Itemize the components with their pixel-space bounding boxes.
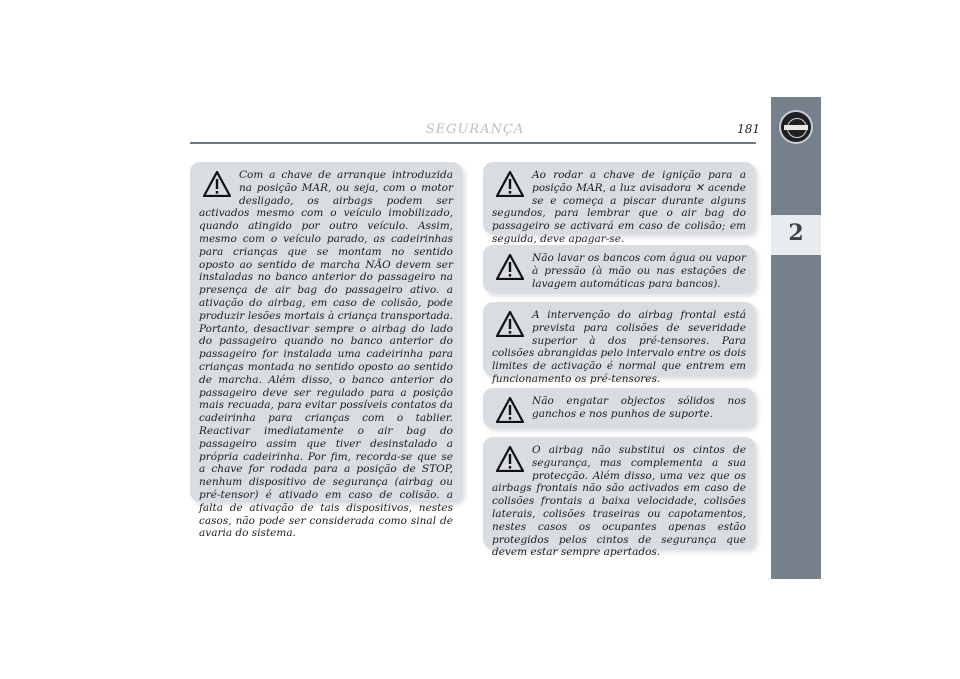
warning-box-seat-belts xyxy=(483,437,755,559)
warning-box-warning-light xyxy=(483,162,755,245)
warning-text: O airbag não substitui os cintos de segurança, mas complementa a sua protecção. Além disso, uma vez que os airbags frontais não são activados em caso de colisões frontais a baixa velocidade, colisões laterais, colisões traseiras ou capotamentos, nestes casos os ocupantes apenas estão protegidos pelos cintos de segurança que devem estar sempre apertados. xyxy=(492,444,746,559)
warning-text: Com a chave de arranque introduzida na posição MAR, ou seja, com o motor desligado, os airbags podem ser activados mesmo com o veículo imobilizado, quando atingido por outro veículo. Assim, mesmo com o veículo parado, as cadeirinhas para crianças que se montam no sentido oposto ao sentido de marcha NÃO devem ser instaladas no banco anterior do passageiro na presença de air bag do passageiro ativo. a ativação do airbag, em caso de colisão, pode produzir lesões mortais à criança transportada. Portanto, desactivar sempre o airbag do lado do passageiro quando no banco anterior do passageiro for instalada uma cadeirinha para crianças montada no sentido oposto ao sentido de marcha. Além disso, o banco anterior do passageiro deve ser regulado para a posição mais recuada, para evitar possíveis contatos da cadeirinha para crianças com o tablier. Reactivar imediatamente o air bag do passageiro assim que tiver desinstalado a própria cadeirinha. Por fim, recorda-se que se a chave for rodada para a posição de STOP, nenhum dispositivo de segurança (airbag ou pré-tensor) é ativado em caso de colisão. a falta de ativação de tais dispositivos, nestes casos, não pode ser considerada como sinal de avaria do sistema. xyxy=(199,169,453,540)
section-title: SEGURANÇA xyxy=(425,122,525,137)
warning-text: Não engatar objectos sólidos nos ganchos e nos punhos de suporte. xyxy=(532,395,746,420)
page-number: 181 xyxy=(737,122,760,136)
warning-triangle-icon xyxy=(496,397,524,423)
warning-triangle-icon xyxy=(203,171,231,197)
chapter-sidebar xyxy=(771,97,821,579)
warning-box-washing xyxy=(483,245,755,293)
warning-triangle-icon xyxy=(496,446,524,472)
warning-triangle-icon xyxy=(496,311,524,337)
warning-text: Não lavar os bancos com água ou vapor à pressão (à mão ou nas estações de lavagem automáticas para bancos). xyxy=(532,252,746,290)
warning-text: A intervenção do airbag frontal está prevista para colisões de severidade superior à dos pré-tensores. Para colisões abrangidas pelo intervalo entre os dois limites de activação é normal que entrem em funcionamento os pré-tensores. xyxy=(492,309,746,385)
warning-triangle-icon xyxy=(496,254,524,280)
warning-box-frontal-airbag xyxy=(483,302,755,385)
lancia-logo-icon xyxy=(779,110,813,144)
chapter-number: 2 xyxy=(788,220,804,246)
header-rule xyxy=(190,142,756,144)
warning-text: Ao rodar a chave de ignição para a posição MAR, a luz avisadora ✕ acende se e começa a piscar durante alguns segundos, para lembrar que o air bag do passageiro se activará em caso de colisão; em seguida, deve apagar-se. xyxy=(492,169,746,245)
warning-box-child-seat xyxy=(190,162,462,540)
warning-triangle-icon xyxy=(496,171,524,197)
warning-box-hooks xyxy=(483,388,755,428)
